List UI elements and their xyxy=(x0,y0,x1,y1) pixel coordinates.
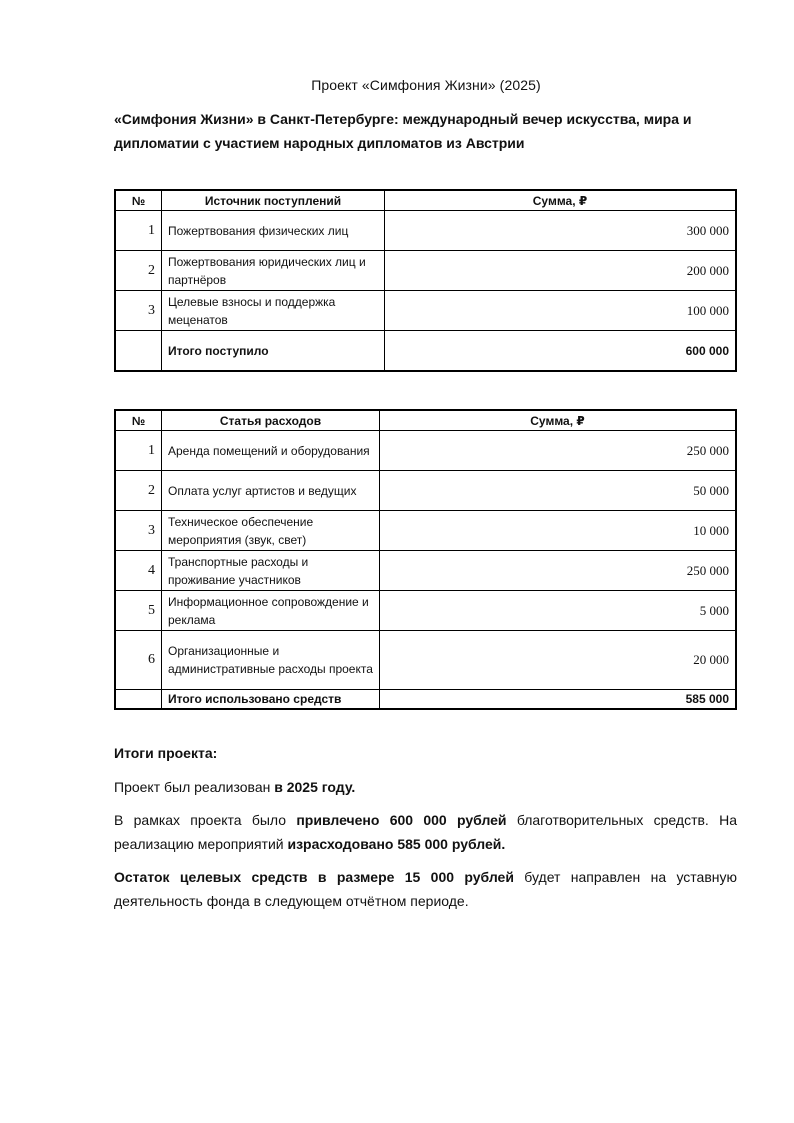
total-amount: 585 000 xyxy=(380,690,737,710)
row-amount: 250 000 xyxy=(380,431,737,471)
row-label: Оплата услуг артистов и ведущих xyxy=(162,471,380,511)
row-num: 2 xyxy=(115,471,162,511)
row-num: 1 xyxy=(115,431,162,471)
row-label: Целевые взносы и поддержка меценатов xyxy=(162,291,385,331)
summary-paragraph-1: Проект был реализован в 2025 году. xyxy=(114,779,356,795)
summary-paragraph-2: В рамках проекта было привлечено 600 000 рублей благотворительных средств. На реализацию мероприятий израсходовано 585 000 рублей. xyxy=(114,812,737,852)
table-row xyxy=(115,251,736,291)
row-num: 3 xyxy=(115,291,162,331)
table-row xyxy=(115,471,736,511)
total-amount: 600 000 xyxy=(385,331,737,372)
table-row xyxy=(115,591,736,631)
row-amount: 5 000 xyxy=(380,591,737,631)
row-num: 4 xyxy=(115,551,162,591)
total-row xyxy=(115,331,736,372)
row-num: 6 xyxy=(115,631,162,690)
summary-paragraph-3: Остаток целевых средств в размере 15 000 рублей будет направлен на уставную деятельность фонда в следующем отчётном периоде. xyxy=(114,869,737,909)
table-row xyxy=(115,291,736,331)
row-label: Пожертвования юридических лиц и партнёров xyxy=(162,251,385,291)
total-label: Итого использовано средств xyxy=(162,690,380,710)
row-amount: 100 000 xyxy=(385,291,737,331)
expense-table xyxy=(114,409,737,710)
summary-heading: Итоги проекта: xyxy=(114,745,218,761)
table-row xyxy=(115,551,736,591)
row-label: Аренда помещений и оборудования xyxy=(162,431,380,471)
row-amount: 250 000 xyxy=(380,551,737,591)
total-num xyxy=(115,690,162,710)
row-num: 1 xyxy=(115,211,162,251)
table-row xyxy=(115,431,736,471)
row-amount: 10 000 xyxy=(380,511,737,551)
total-label: Итого поступило xyxy=(162,331,385,372)
header-num: № xyxy=(115,190,162,211)
table-row xyxy=(115,511,736,551)
row-amount: 200 000 xyxy=(385,251,737,291)
total-num xyxy=(115,331,162,372)
row-label: Организационные и административные расходы проекта xyxy=(162,631,380,690)
row-num: 5 xyxy=(115,591,162,631)
table-header-row xyxy=(115,410,736,431)
row-label: Пожертвования физических лиц xyxy=(162,211,385,251)
header-amount: Сумма, ₽ xyxy=(380,410,737,431)
row-amount: 50 000 xyxy=(380,471,737,511)
document-title: Проект «Симфония Жизни» (2025) xyxy=(311,77,541,93)
row-label: Транспортные расходы и проживание участников xyxy=(162,551,380,591)
row-amount: 20 000 xyxy=(380,631,737,690)
row-amount: 300 000 xyxy=(385,211,737,251)
row-label: Техническое обеспечение мероприятия (звук, свет) xyxy=(162,511,380,551)
row-label: Информационное сопровождение и реклама xyxy=(162,591,380,631)
header-source: Источник поступлений xyxy=(162,190,385,211)
table-row xyxy=(115,211,736,251)
header-amount: Сумма, ₽ xyxy=(385,190,737,211)
row-num: 2 xyxy=(115,251,162,291)
table-header-row xyxy=(115,190,736,211)
table-row xyxy=(115,631,736,690)
header-item: Статья расходов xyxy=(162,410,380,431)
document-subtitle: «Симфония Жизни» в Санкт-Петербурге: международный вечер искусства, мира и дипломатии с участием народных дипломатов из Австрии xyxy=(114,111,692,151)
total-row xyxy=(115,690,736,710)
header-num: № xyxy=(115,410,162,431)
row-num: 3 xyxy=(115,511,162,551)
income-table xyxy=(114,189,737,372)
